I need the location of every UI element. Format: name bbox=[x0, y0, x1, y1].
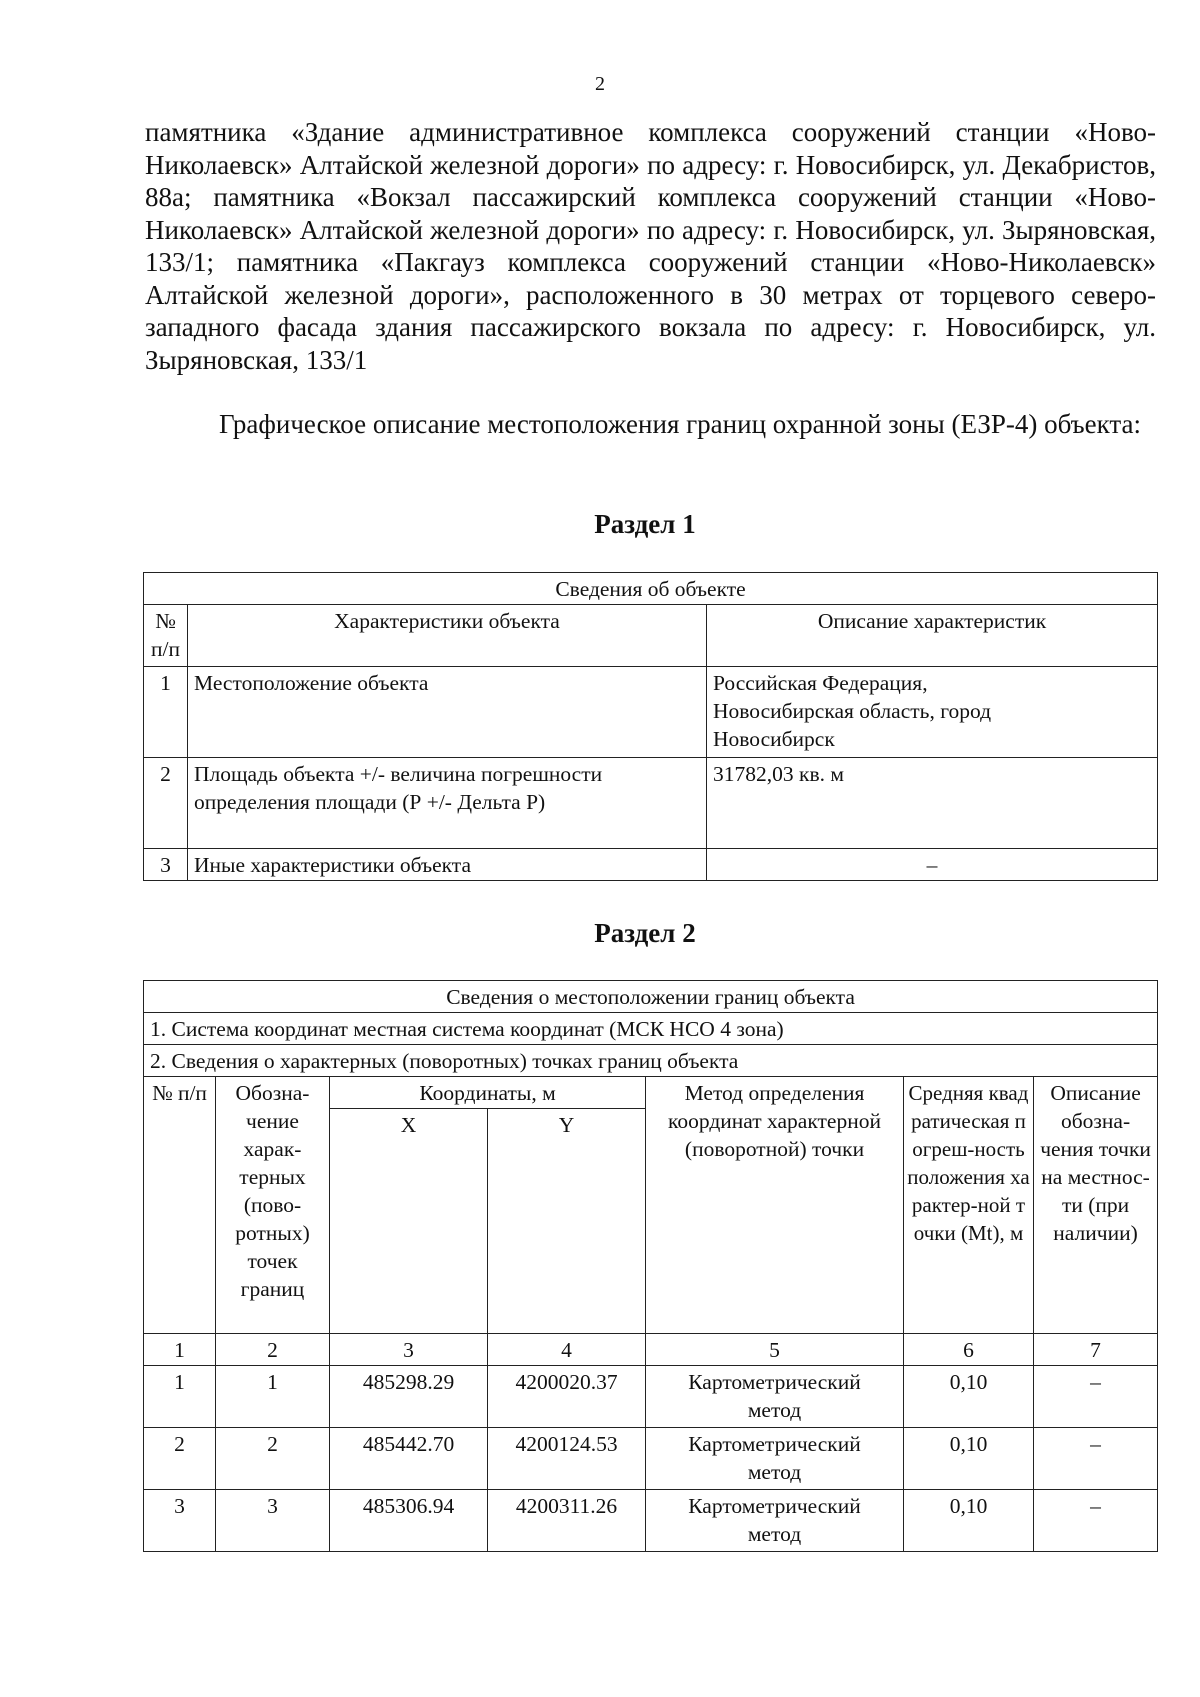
point-designation: 3 bbox=[216, 1490, 330, 1552]
point-error: 0,10 bbox=[904, 1428, 1034, 1490]
section2-heading: Раздел 2 bbox=[594, 918, 696, 948]
column-number: 3 bbox=[330, 1334, 488, 1366]
row-value: 31782,03 кв. м bbox=[707, 758, 1158, 849]
point-y: 4200124.53 bbox=[488, 1428, 646, 1490]
row-num: 2 bbox=[144, 758, 188, 849]
header-designation: Обозна-чение харак-терных (пово-ротных) точек границ bbox=[216, 1077, 330, 1334]
row-characteristic: Площадь объекта +/- величина погрешности определения площади (Р +/- Дельта Р) bbox=[188, 758, 707, 849]
column-numbers-row bbox=[144, 1334, 1158, 1366]
table-row bbox=[144, 849, 1158, 881]
point-method: Картометрический метод bbox=[646, 1366, 904, 1428]
row-value: Российская Федерация, Новосибирская область, город Новосибирск bbox=[707, 667, 1158, 758]
table-row bbox=[144, 667, 1158, 758]
header-x: X bbox=[330, 1109, 488, 1334]
coordinate-system: 1. Система координат местная система координат (МСК НСО 4 зона) bbox=[144, 1013, 1158, 1045]
table-row bbox=[144, 758, 1158, 849]
table-row bbox=[144, 1366, 1158, 1428]
boundary-info-title: Сведения о местоположении границ объекта bbox=[144, 981, 1158, 1013]
point-num: 3 bbox=[144, 1490, 216, 1552]
row-num: 1 bbox=[144, 667, 188, 758]
header-num: № п/п bbox=[144, 1077, 216, 1334]
header-y: Y bbox=[488, 1109, 646, 1334]
column-number: 1 bbox=[144, 1334, 216, 1366]
point-error: 0,10 bbox=[904, 1366, 1034, 1428]
table-row bbox=[144, 1490, 1158, 1552]
intro-paragraph: памятника «Здание административное комплекса сооружений станции «Ново-Николаевск» Алтайской железной дороги» по адресу: г. Новосибирск, ул. Декабристов, 88а; памятника «Вокзал пассажирский комплекса сооружений станции «Ново-Николаевск» Алтайской железной дороги» по адресу: г. Новосибирск, ул. Зыряновская, 133/1; памятника «Пакгауз комплекса сооружений станции «Ново-Николаевск» Алтайской железной дороги», расположенного в 30 метрах от торцевого северо-западного фасада здания пассажирского вокзала по адресу: г. Новосибирск, ул. Зыряновская, 133/1 bbox=[145, 117, 1156, 375]
point-x: 485306.94 bbox=[330, 1490, 488, 1552]
row-num: 3 bbox=[144, 849, 188, 881]
point-designation: 1 bbox=[216, 1366, 330, 1428]
column-number: 5 bbox=[646, 1334, 904, 1366]
column-number: 6 bbox=[904, 1334, 1034, 1366]
column-number: 4 bbox=[488, 1334, 646, 1366]
table-row bbox=[144, 1428, 1158, 1490]
header-coordinates: Координаты, м bbox=[330, 1077, 646, 1109]
point-method: Картометрический метод bbox=[646, 1490, 904, 1552]
point-description: – bbox=[1034, 1428, 1158, 1490]
header-point-description: Описание обозна-чения точки на местнос-ти (при наличии) bbox=[1034, 1077, 1158, 1334]
point-x: 485298.29 bbox=[330, 1366, 488, 1428]
point-x: 485442.70 bbox=[330, 1428, 488, 1490]
header-method: Метод определения координат характерной (поворотной) точки bbox=[646, 1077, 904, 1334]
point-y: 4200020.37 bbox=[488, 1366, 646, 1428]
point-designation: 2 bbox=[216, 1428, 330, 1490]
page-number: 2 bbox=[595, 73, 605, 95]
point-description: – bbox=[1034, 1490, 1158, 1552]
points-title: 2. Сведения о характерных (поворотных) точках границ объекта bbox=[144, 1045, 1158, 1077]
point-num: 1 bbox=[144, 1366, 216, 1428]
column-number: 2 bbox=[216, 1334, 330, 1366]
header-error: Средняя квадратическая погреш-ность положения характер-ной точки (Mt), м bbox=[904, 1077, 1034, 1334]
row-characteristic: Иные характеристики объекта bbox=[188, 849, 707, 881]
header-characteristics: Характеристики объекта bbox=[188, 605, 707, 667]
object-info-table bbox=[143, 572, 1158, 881]
point-num: 2 bbox=[144, 1428, 216, 1490]
header-description: Описание характеристик bbox=[707, 605, 1158, 667]
object-info-title: Сведения об объекте bbox=[144, 573, 1158, 605]
point-method: Картометрический метод bbox=[646, 1428, 904, 1490]
section1-heading: Раздел 1 bbox=[594, 509, 696, 539]
point-error: 0,10 bbox=[904, 1490, 1034, 1552]
graphic-description-paragraph: Графическое описание местоположения границ охранной зоны (ЕЗР-4) объекта: bbox=[219, 409, 1141, 439]
boundary-points-table bbox=[143, 980, 1158, 1552]
point-y: 4200311.26 bbox=[488, 1490, 646, 1552]
point-description: – bbox=[1034, 1366, 1158, 1428]
row-characteristic: Местоположение объекта bbox=[188, 667, 707, 758]
row-value: – bbox=[707, 849, 1158, 881]
header-num: № п/п bbox=[144, 605, 188, 667]
column-number: 7 bbox=[1034, 1334, 1158, 1366]
